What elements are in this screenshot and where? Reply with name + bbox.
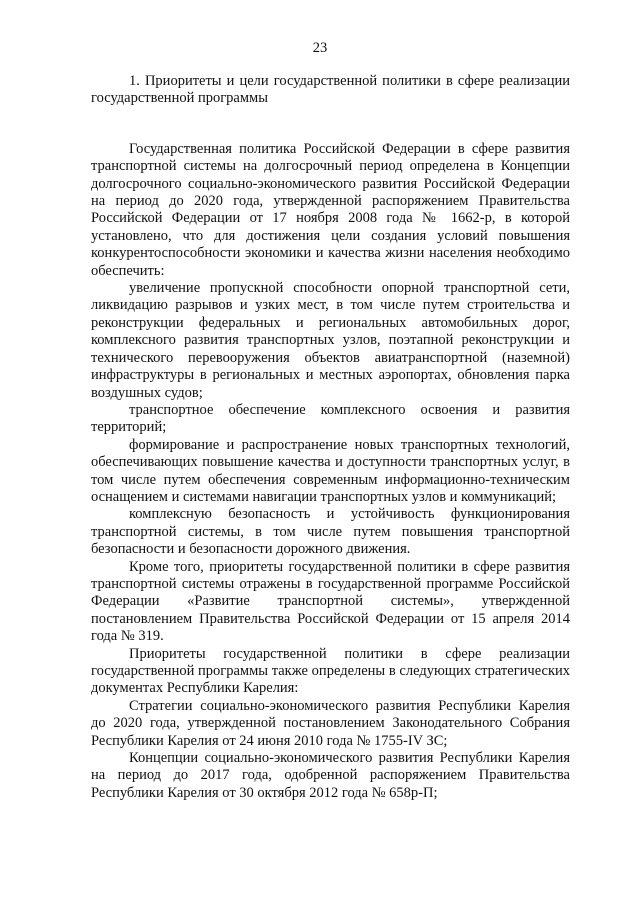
page-number: 23 [312,40,328,56]
section-heading: 1. Приоритеты и цели государственной политики в сфере реализации государственной программы [91,73,570,107]
paragraph-transport-technologies: формирование и распространение новых транспортных технологий, обеспечивающих повышение качества и доступности транспортных услуг, в том числе путем обеспечения современным информационно-техническим оснащением и системами навигации транспортных узлов и коммуникаций; [91,436,570,505]
paragraph-transport-safety: комплексную безопасность и устойчивость функционирования транспортной системы, в том числе путем повышения транспортной безопасности и безопасности дорожного движения. [91,506,570,558]
paragraph-karelia-concept: Концепции социально-экономического развития Республики Карелия на период до 2017 года, одобренной распоряжением Правительства Республики Карелия от 30 октября 2012 года № 658р-П; [91,750,570,801]
paragraph-state-policy: Государственная политика Российской Федерации в сфере развития транспортной системы на долгосрочный период определена в Концепции долгосрочного социально-экономического развития Российской Федерации на период до 2020 года, утвержденной распоряжением Правительства Российской Федерации от 17 ноября 2008 года № 1662-р, в которой установлено, что для достижения цели создания условий повышения конкурентоспособности экономики и качества жизни населения необходимо обеспечить: [91,140,570,279]
paragraph-capacity-increase: увеличение пропускной способности опорной транспортной сети, ликвидацию разрывов и узких мест, в том числе путем строительства и реконструкции федеральных и региональных автомобильных дорог, комплексного развития транспортных узлов, поэтапной реконструкции и технического перевооружения объектов авиатранспортной (наземной) инфраструктуры в региональных и местных аэропортах, обновления парка воздушных судов; [91,280,570,401]
document-body [91,73,570,802]
paragraph-federal-program: Кроме того, приоритеты государственной политики в сфере развития транспортной системы отражены в государственной программе Российской Федерации «Развитие транспортной системы», утвержденной постановлением Правительства Российской Федерации от 15 апреля 2014 года № 319. [91,558,570,645]
paragraph-karelia-documents: Приоритеты государственной политики в сфере реализации государственной программы также определены в следующих стратегических документах Республики Карелия: [91,645,570,697]
paragraph-territory-development: транспортное обеспечение комплексного освоения и развития территорий; [91,401,570,436]
paragraph-karelia-strategy: Стратегии социально-экономического развития Республики Карелия до 2020 года, утвержденной постановлением Законодательного Собрания Республики Карелия от 24 июня 2010 года № 1755-IV ЗС; [91,697,570,749]
